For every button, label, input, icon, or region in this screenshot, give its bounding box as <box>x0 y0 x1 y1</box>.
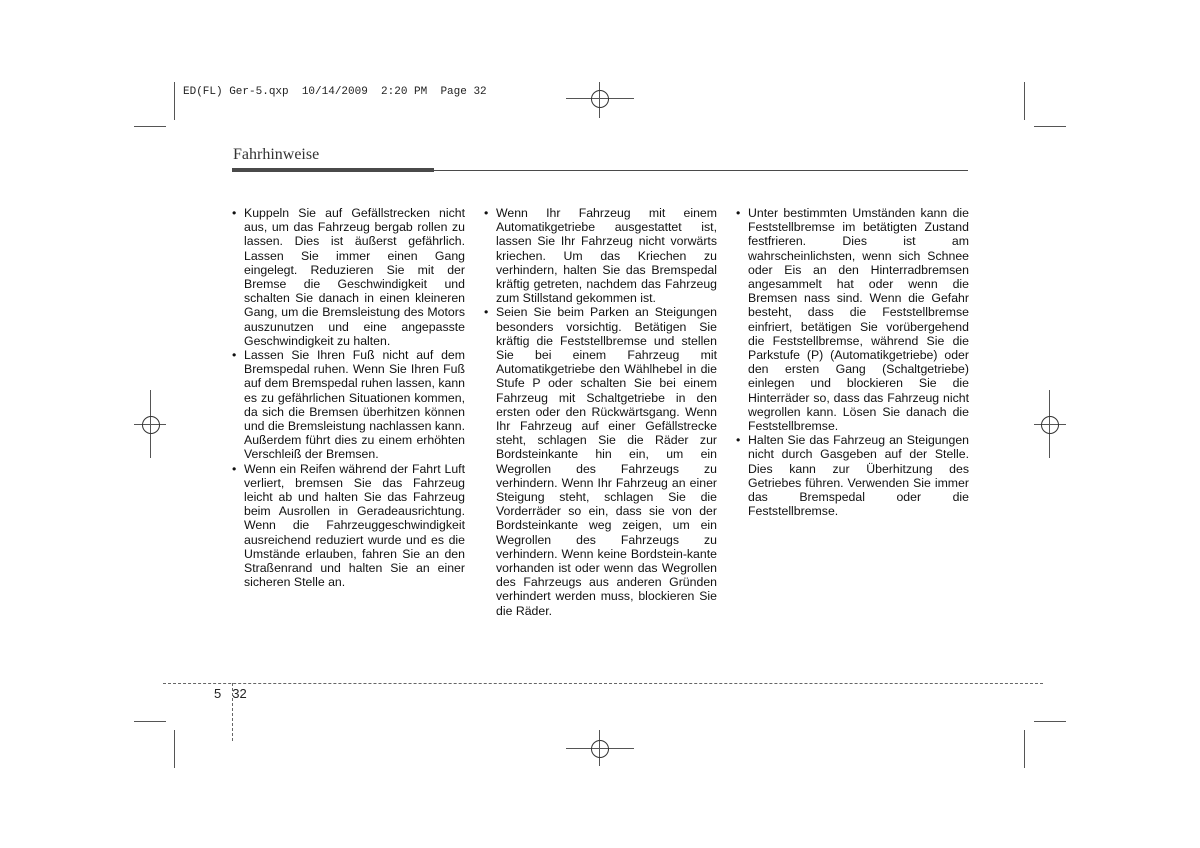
bullet-item: • Kuppeln Sie auf Gefällstrecken nicht aus, um das Fahrzeug bergab rollen zu lassen. Dies ist äußerst gefährlich. Lassen Sie immer einen Gang eingelegt. Reduzieren Sie mit der Bremse die Geschwindigkeit und schalten Sie danach in einen kleineren Gang, um die Bremsleistung des Motors auszunutzen und eine angepasste Geschwindigkeit zu halten. <box>232 206 465 348</box>
page-number <box>214 686 247 701</box>
crop-mark <box>1024 730 1025 768</box>
bullet-list <box>736 206 969 518</box>
text-column-3 <box>736 206 969 518</box>
section-title: Fahrhinweise <box>233 146 320 163</box>
crop-mark <box>174 82 175 120</box>
bullet-item: • Lassen Sie Ihren Fuß nicht auf dem Bremspedal ruhen. Wenn Sie Ihren Fuß auf dem Bremspedal ruhen lassen, kann es zu gefährlichen Situationen kommen, da sich die Bremsen überhitzen können und die Bremsleistung nachlassen kann. Außerdem führt dies zu einem erhöhten Verschleiß der Bremsen. <box>232 348 465 462</box>
heading-rule-thin <box>434 170 968 171</box>
crop-mark <box>134 126 166 127</box>
print-slug: ED(FL) Ger-5.qxp 10/14/2009 2:20 PM Page 32 <box>183 86 487 98</box>
bullet-item: • Halten Sie das Fahrzeug an Steigungen nicht durch Gasgeben auf der Stelle. Dies kann zur Überhitzung des Getriebes führen. Verwenden Sie immer das Bremspedal oder die Feststellbremse. <box>736 433 969 518</box>
footer-dashed-rule <box>163 683 1043 684</box>
bullet-item: • Wenn Ihr Fahrzeug mit einem Automatikgetriebe ausgestattet ist, lassen Sie Ihr Fahrzeug nicht vorwärts kriechen. Um das Kriechen zu verhindern, halten Sie das Bremspedal kräftig getreten, nachdem das Fahrzeug zum Stillstand gekommen ist. <box>484 206 717 305</box>
text-column-1 <box>232 206 465 589</box>
crop-mark <box>1034 721 1066 722</box>
bullet-list <box>232 206 465 589</box>
crop-mark <box>1024 82 1025 120</box>
crop-mark <box>134 721 166 722</box>
bullet-item: • Unter bestimmten Umständen kann die Feststellbremse im betätigten Zustand festfrieren. Dies ist am wahrscheinlichsten, wenn sich Schnee oder Eis an den Hinterradbremsen angesammelt hat oder wenn die Bremsen nass sind. Wenn die Gefahr besteht, dass die Feststellbremse einfriert, betätigen Sie vorübergehend die Feststellbremse, während Sie die Parkstufe (P) (Automatikgetriebe) oder den ersten Gang (Schaltgetriebe) einlegen und blockieren Sie die Hinterräder so, dass das Fahrzeug nicht wegrollen kann. Lösen Sie danach die Feststellbremse. <box>736 206 969 433</box>
bullet-list <box>484 206 717 618</box>
bullet-item: • Seien Sie beim Parken an Steigungen besonders vorsichtig. Betätigen Sie kräftig die Feststellbremse und stellen Sie bei einem Fahrzeug mit Automatikgetriebe den Wählhebel in die Stufe P oder schalten Sie bei einem Fahrzeug mit Schaltgetriebe in den ersten oder den Rückwärtsgang. Wenn Ihr Fahrzeug auf einer Gefällstrecke steht, schlagen Sie die Räder zur Bordsteinkante hin ein, um ein Wegrollen des Fahrzeugs zu verhindern. Wenn Ihr Fahrzeug an einer Steigung steht, schlagen Sie die Vorderräder so ein, dass sie von der Bordsteinkante weg zeigen, um ein Wegrollen des Fahrzeugs zu verhindern. Wenn keine Bordstein-kante vorhanden ist oder wenn das Wegrollen des Fahrzeugs aus anderen Gründen verhindert werden muss, blockieren Sie die Räder. <box>484 305 717 617</box>
page-number-value: 32 <box>232 686 247 701</box>
bullet-item: • Wenn ein Reifen während der Fahrt Luft verliert, bremsen Sie das Fahrzeug leicht ab und halten Sie das Fahrzeug beim Ausrollen in Geradeausrichtung. Wenn die Fahrzeuggeschwindigkeit ausreichend reduziert wurde und es die Umstände erlauben, fahren Sie an den Straßenrand und halten Sie an einer sicheren Stelle an. <box>232 462 465 590</box>
heading-rule-thick <box>232 168 434 172</box>
text-column-2 <box>484 206 717 618</box>
crop-mark <box>174 730 175 768</box>
chapter-number: 5 <box>214 686 222 701</box>
crop-mark <box>1034 126 1066 127</box>
